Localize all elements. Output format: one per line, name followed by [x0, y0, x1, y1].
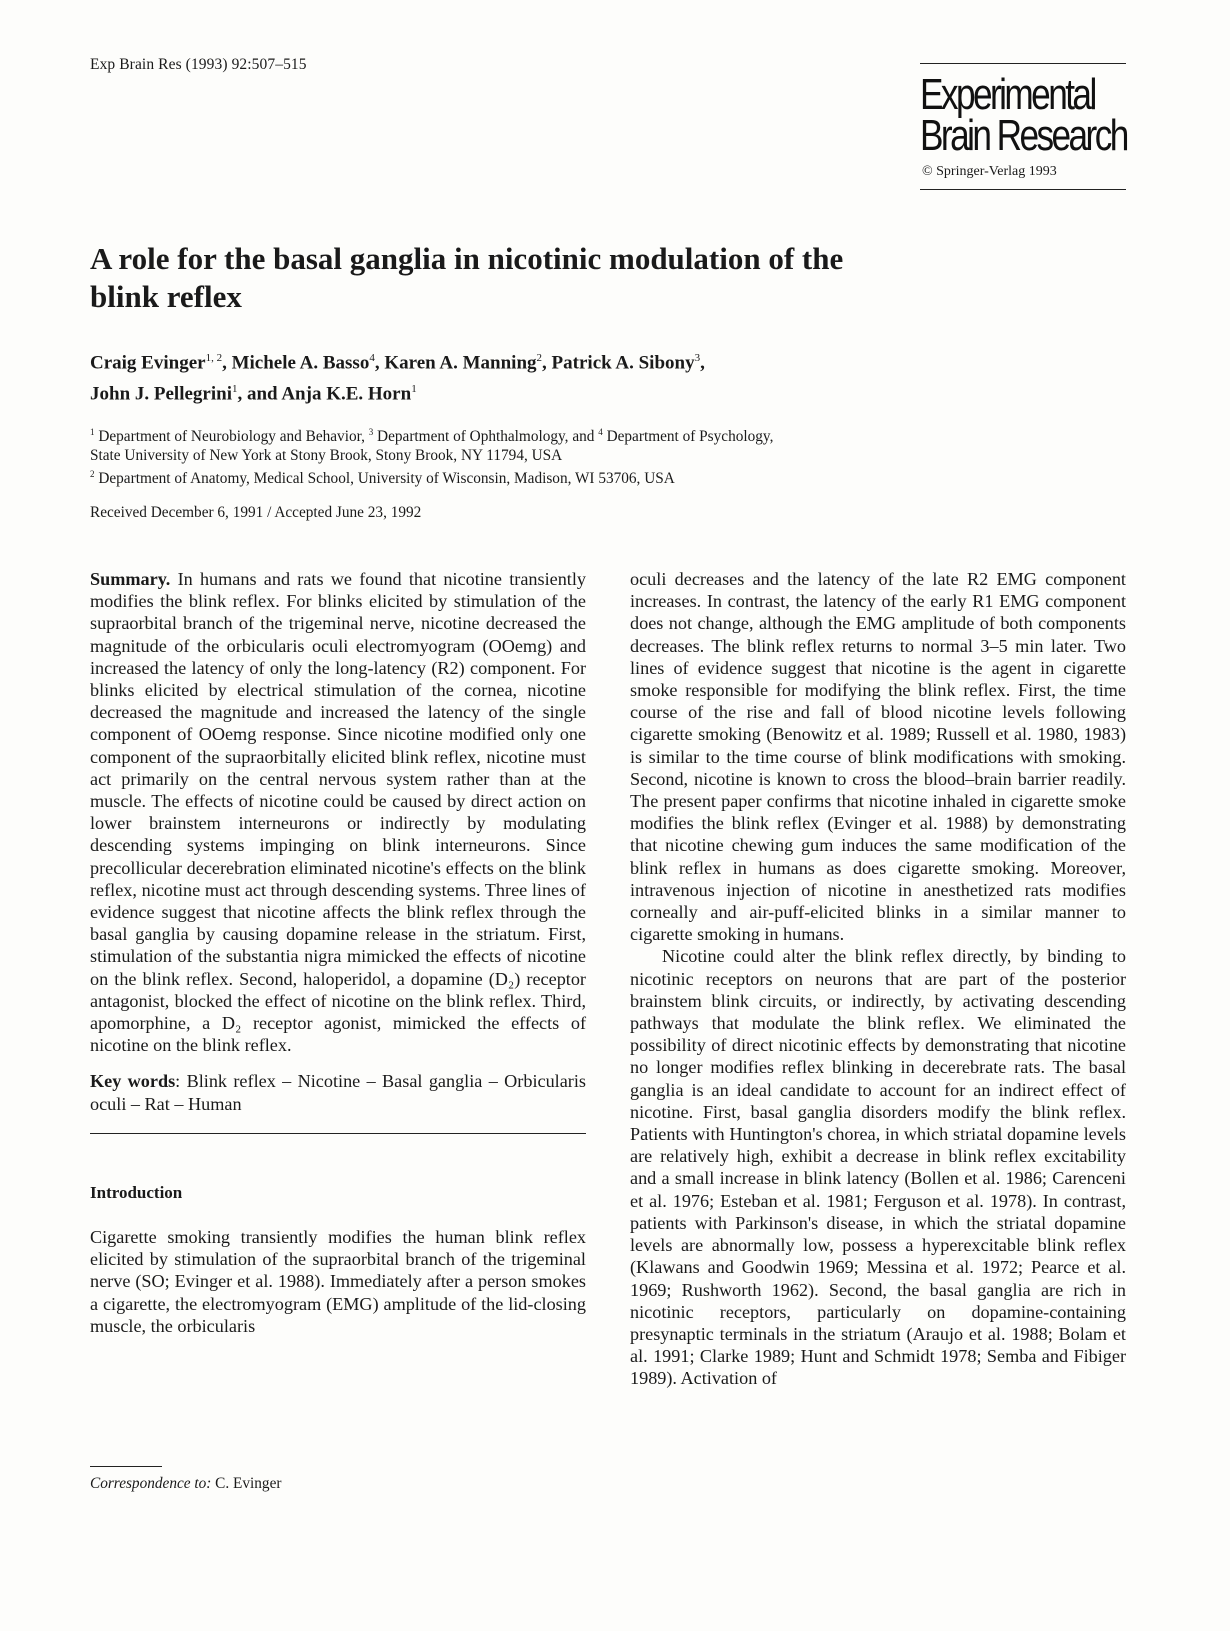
summary-label: Summary.: [90, 569, 171, 589]
journal-logo-line2: Brain Research: [920, 111, 1127, 160]
author-name: Michele A. Basso: [231, 352, 370, 374]
left-column: [90, 568, 586, 1337]
author-separator: , and: [237, 383, 282, 405]
author-affiliation-mark: 1: [231, 383, 238, 396]
author-affiliation-mark: 1, 2: [205, 352, 223, 364]
author-name: John J. Pellegrini: [90, 383, 232, 405]
journal-logo-line1: Experimental: [920, 70, 1095, 119]
affiliation-mark: 1: [90, 427, 95, 437]
keywords-text: : Blink reflex – Nicotine – Basal ganglia – Orbicularis oculi – Rat – Human: [90, 1071, 586, 1114]
introduction-paragraph-1b: oculi decreases and the latency of the late R2 EMG component increases. In contrast, the latency of the early R1 EMG component does not change, although the EMG amplitude of both components decreases. The blink reflex returns to normal 3–5 min later. Two lines of evidence suggest that nicotine is the agent in cigarette smoke responsible for modifying the blink reflex. First, the time course of the rise and fall of blood nicotine levels following cigarette smoking (Benowitz et al. 1989; Russell et al. 1980, 1983) is similar to the time course of blink modifications with smoking. Second, nicotine is known to cross the blood–brain barrier readily. The present paper confirms that nicotine inhaled in cigarette smoke modifies the blink reflex (Evinger et al. 1988) by demonstrating that nicotine chewing gum induces the same modification of the blink reflex in humans as does cigarette smoking. Moreover, intravenous injection of nicotine in anesthetized rats modifies corneally and air-puff-elicited blinks in a similar manner to cigarette smoking in humans.: [630, 569, 1126, 945]
received-accepted-dates: Received December 6, 1991 / Accepted June 23, 1992: [90, 504, 422, 521]
author-affiliation-mark: 1: [411, 383, 417, 396]
keywords-label: Key words: [90, 1071, 176, 1092]
affiliation-mark: 2: [90, 469, 95, 480]
correspondence-name: C. Evinger: [211, 1475, 282, 1492]
article-title: A role for the basal ganglia in nicotinic modulation of the blink reflex: [90, 241, 844, 314]
author-separator: ,: [700, 352, 705, 374]
summary-paragraph: [90, 568, 586, 1056]
footnote-rule: [90, 1466, 162, 1467]
affiliation-line-2: State University of New York at Stony Brook, Stony Brook, NY 11794, USA: [90, 447, 563, 465]
author-separator: ,: [542, 352, 552, 374]
author-name: Karen A. Manning: [384, 352, 537, 374]
affiliation-mark: 4: [598, 427, 603, 437]
author-separator: ,: [222, 352, 232, 374]
correspondence-footnote: [90, 1475, 281, 1493]
correspondence-label: Correspondence to:: [90, 1475, 212, 1492]
introduction-heading: Introduction: [90, 1182, 183, 1202]
author-separator: ,: [374, 352, 385, 374]
author-affiliation-mark: 2: [536, 352, 543, 364]
author-name: Craig Evinger: [90, 352, 206, 374]
affiliation-text: Department of Psychology,: [602, 428, 774, 446]
affiliation-line-1: [90, 423, 990, 446]
author-name: Anja K.E. Horn: [281, 383, 412, 405]
author-affiliation-mark: 3: [694, 352, 701, 364]
affiliation-line-3: [90, 465, 990, 488]
masthead-bottom-rule: [920, 189, 1126, 190]
affiliation-mark: 3: [368, 427, 374, 437]
author-name: Patrick A. Sibony: [551, 352, 695, 374]
right-column: [630, 568, 1126, 1390]
introduction-paragraph-2: Nicotine could alter the blink reflex directly, by binding to nicotinic receptors on neurons that are part of the posterior brainstem blink circuits, or indirectly, by activating descending pathways that modulate the blink reflex. We eliminated the possibility of direct nicotinic effects by demonstrating that nicotine no longer modifies reflex blinking in decerebrate rats. The basal ganglia is an ideal candidate to account for an indirect effect of nicotine. First, basal ganglia disorders modify the blink reflex. Patients with Huntington's chorea, in which striatal dopamine levels are relatively high, exhibit a decrease in blink reflex excitability and a small increase in blink latency (Bollen et al. 1986; Carenceni et al. 1976; Esteban et al. 1981; Ferguson et al. 1978). In contrast, patients with Parkinson's disease, in which the striatal dopamine levels are abnormally low, possess a hyperexcitable blink reflex (Klawans and Goodwin 1969; Messina et al. 1972; Pearce et al. 1969; Rushworth 1962). Second, the basal ganglia are rich in nicotinic receptors, particularly on dopamine-containing presynaptic terminals in the striatum (Araujo et al. 1988; Bolam et al. 1991; Clarke 1989; Hunt and Schmidt 1978; Semba and Fibiger 1989). Activation of: [630, 946, 1126, 1389]
author-affiliation-mark: 4: [369, 352, 375, 364]
affiliation-text: Department of Anatomy, Medical School, University of Wisconsin, Madison, WI 53706, USA: [94, 470, 675, 488]
journal-logo: [920, 70, 1127, 160]
journal-masthead: [920, 63, 1126, 190]
journal-citation: Exp Brain Res (1993) 92:507–515: [90, 56, 307, 73]
summary-text: In humans and rats we found that nicotine transiently modifies the blink reflex. For blinks elicited by stimulation of the supraorbital branch of the trigeminal nerve, nicotine decreased the magnitude of the orbicularis oculi electromyogram (OOemg) and increased the latency of only the long-latency (R2) component. For blinks elicited by electrical stimulation of the cornea, nicotine decreased the magnitude and increased the latency of the single component of OOemg response. Since nicotine modified only one component of the supraorbitally elicited blink reflex, nicotine must act primarily on the central nervous system rather than at the muscle. The effects of nicotine could be caused by direct action on lower brainstem interneurons or indirectly by modulating descending systems impinging on blink interneurons. Since precollicular decerebration eliminated nicotine's effects on the blink reflex, nicotine must act through descending systems. Three lines of evidence suggest that nicotine affects the blink reflex through the basal ganglia by causing dopamine release in the striatum. First, stimulation of the substantia nigra mimicked the effects of nicotine on the blink reflex. Second, haloperidol, a dopamine (D₂) receptor antagonist, blocked the effect of nicotine on the blink reflex. Third, apomorphine, a D₂ receptor agonist, mimicked the effects of nicotine on the blink reflex.: [90, 569, 586, 1056]
keywords-paragraph: [90, 1070, 586, 1114]
masthead-top-rule: [920, 63, 1126, 64]
author-list: [90, 345, 890, 408]
affiliations: [90, 423, 990, 488]
affiliation-text: Department of Ophthalmology, and: [373, 428, 599, 446]
introduction-paragraph-1a: Cigarette smoking transiently modifies the human blink reflex elicited by stimulation of the supraorbital branch of the trigeminal nerve (SO; Evinger et al. 1988). Immediately after a person smokes a cigarette, the electromyogram (EMG) amplitude of the lid-closing muscle, the orbicularis: [90, 1227, 586, 1336]
affiliation-text: Department of Neurobiology and Behavior,: [94, 428, 369, 446]
copyright-notice: © Springer-Verlag 1993: [922, 164, 1057, 179]
section-divider: [90, 1133, 586, 1134]
